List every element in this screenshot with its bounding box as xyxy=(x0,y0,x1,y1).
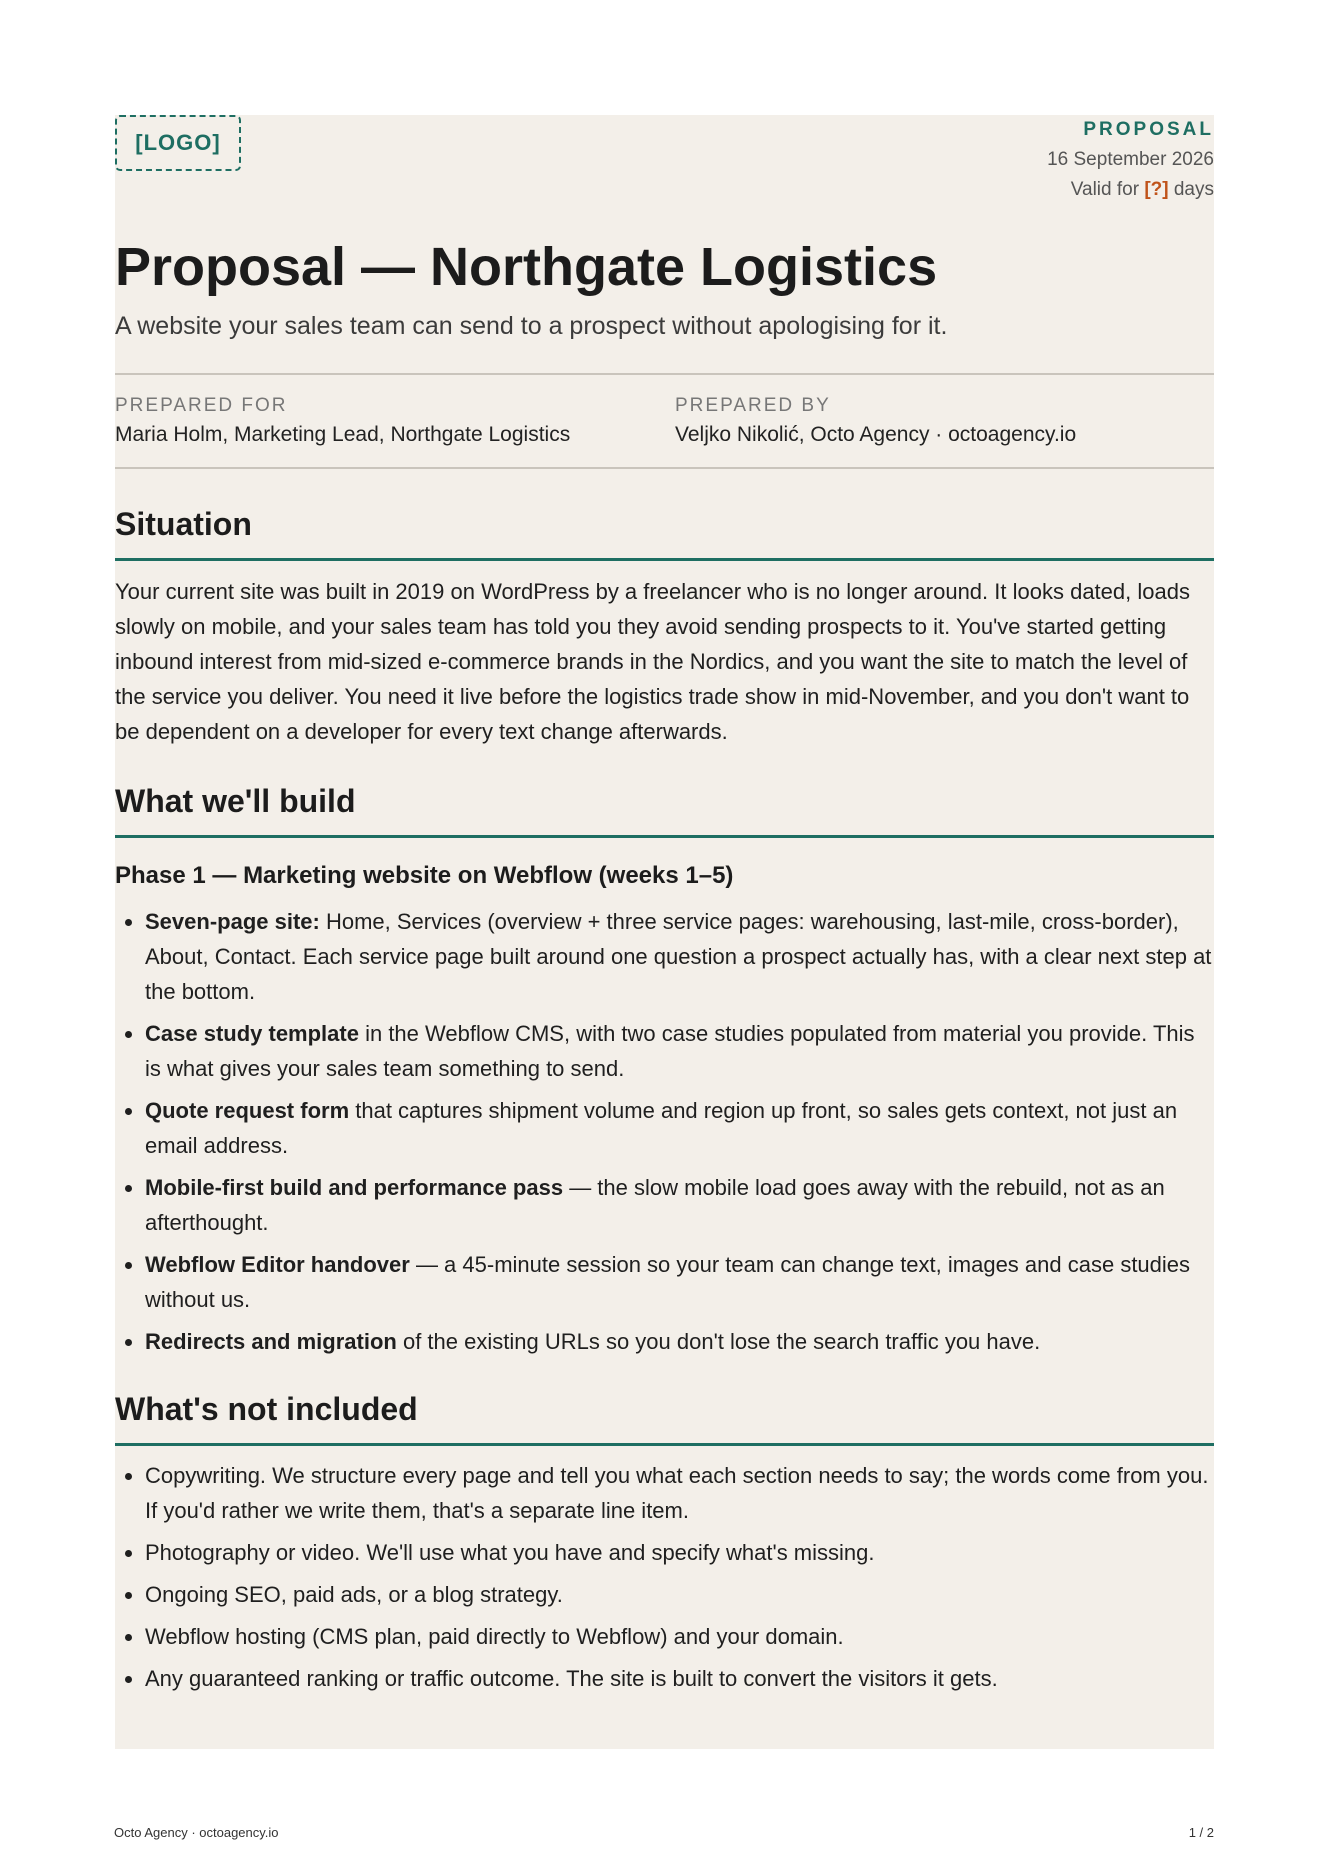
prepared-for xyxy=(115,393,570,451)
prepared-by-label: PREPARED BY xyxy=(675,395,831,416)
list-item: • Copywriting. We structure every page and tell you what each section needs to say; the words come from you. If you'd rather we write them, that's a separate line item. xyxy=(145,1458,1214,1528)
list-item xyxy=(145,1093,1214,1163)
list-item-text: of the existing URLs so you don't lose the search traffic you have. xyxy=(396,1329,1041,1354)
list-item: • Any guaranteed ranking or traffic outcome. The site is built to convert the visitors it gets. xyxy=(145,1661,1214,1696)
list-item-text: in the Webflow CMS, with two case studies populated from material you provide. This is what gives your sales team something to send. xyxy=(145,1021,1195,1081)
list-item xyxy=(145,1170,1214,1240)
list-item xyxy=(145,1016,1214,1086)
list-item-bold: Quote request form xyxy=(145,1098,350,1123)
logo-placeholder: [LOGO] xyxy=(115,115,241,171)
page-title: Proposal — Northgate Logistics xyxy=(115,237,938,297)
document-kind-label: PROPOSAL xyxy=(1083,119,1214,140)
list-item: • Photography or video. We'll use what you have and specify what's missing. xyxy=(145,1535,1214,1570)
document-meta xyxy=(1047,115,1214,205)
list-item: • Webflow hosting (CMS plan, paid directly to Webflow) and your domain. xyxy=(145,1619,1214,1654)
situation-text: Your current site was built in 2019 on WordPress by a freelancer who is no longer around. It looks dated, loads slowly on mobile, and your sales team has told you they avoid sending prospects to it. You've started getting inbound interest from mid-sized e-commerce brands in the Nordics, and you want the site to match the level of the service you deliver. You need it live before the logistics trade show in mid-November, and you don't want to be dependent on a developer for every text change afterwards. xyxy=(115,579,1190,744)
prepared-block xyxy=(115,373,1214,469)
build-heading: What we'll build xyxy=(115,781,1214,838)
list-item-bold: Seven-page site: xyxy=(145,909,320,934)
validity-placeholder: [?] xyxy=(1144,179,1169,200)
document-date: 16 September 2026 xyxy=(1047,149,1214,170)
list-item: • Ongoing SEO, paid ads, or a blog strategy. xyxy=(145,1577,1214,1612)
excluded-list xyxy=(115,1458,1214,1703)
list-item-text: Home, Services (overview + three service pages: warehousing, last-mile, cross-border), About, Contact. Each service page built around one question a prospect actually has, with a clear next step at the bottom. xyxy=(145,909,1212,1004)
list-item xyxy=(145,904,1214,1009)
build-list xyxy=(115,904,1214,1366)
list-item-bold: Webflow Editor handover xyxy=(145,1252,410,1277)
list-item xyxy=(145,1247,1214,1317)
list-item-bold: Case study template xyxy=(145,1021,359,1046)
list-item-bold: Redirects and migration xyxy=(145,1329,397,1354)
prepared-for-label: PREPARED FOR xyxy=(115,395,288,416)
page-subtitle: A website your sales team can send to a prospect without apologising for it. xyxy=(115,312,948,340)
footer-page-number: 1 / 2 xyxy=(1188,1825,1214,1840)
list-item-bold: Mobile-first build and performance pass xyxy=(145,1175,564,1200)
list-item-text: — a 45-minute session so your team can change text, images and case studies without us. xyxy=(145,1252,1191,1312)
proposal-sheet xyxy=(115,115,1214,1749)
prepared-for-value: Maria Holm, Marketing Lead, Northgate Logistics xyxy=(115,423,571,446)
footer-agency: Octo Agency · octoagency.io xyxy=(114,1825,279,1840)
list-item-text: that captures shipment volume and region up front, so sales gets context, not just an email address. xyxy=(145,1098,1178,1158)
situation-heading: Situation xyxy=(115,504,1214,561)
validity-suffix: days xyxy=(1168,179,1214,200)
list-item xyxy=(145,1324,1214,1359)
list-item-text: — the slow mobile load goes away with the rebuild, not as an afterthought. xyxy=(145,1175,1165,1235)
phase-title: Phase 1 — Marketing website on Webflow (weeks 1–5) xyxy=(115,862,734,889)
prepared-by xyxy=(675,393,1076,451)
validity-prefix: Valid for xyxy=(1070,179,1145,200)
validity-line xyxy=(1047,175,1214,205)
prepared-by-value: Veljko Nikolić, Octo Agency · octoagency.io xyxy=(675,423,1077,446)
excluded-heading: What's not included xyxy=(115,1389,1214,1446)
